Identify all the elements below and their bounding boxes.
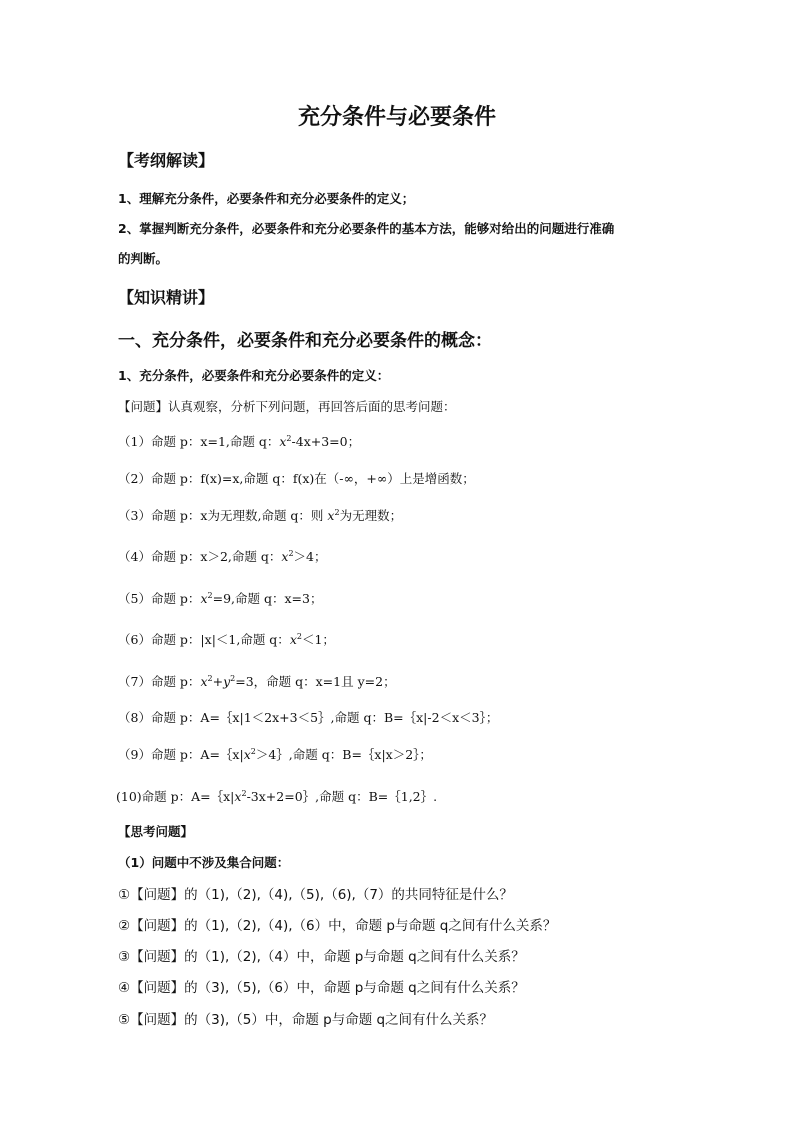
section-heading-syllabus: 【考纲解读】 [118,151,215,170]
think-question-5: ⑤【问题】的（3),（5）中，命题 p与命题 q之间有什么关系？ [118,1012,494,1028]
problem-6: （6）命题 p：|x|＜1,命题 q：$x^2<1$； [118,631,335,647]
problem-3: （3）命题 p：x为无理数,命题 q：则 $x^2$为无理数； [118,507,403,523]
think-question-4: ④【问题】的（3),（5),（6）中，命题 p与命题 q之间有什么关系？ [118,980,525,996]
problem-4: （4）命题 p：x＞2,命题 q：$x^2>4$； [118,548,327,564]
page-title: 充分条件与必要条件 [297,105,496,130]
subheading-concepts: 一、充分条件，必要条件和充分必要条件的概念： [118,331,492,351]
think-question-2: ②【问题】的（1),（2),（4),（6）中，命题 p与命题 q之间有什么关系？ [118,918,557,934]
think-question-3: ③【问题】的（1),（2),（4）中，命题 p与命题 q之间有什么关系？ [118,949,525,965]
think-question-1: ①【问题】的（1),（2),（4),（5),（6),（7）的共同特征是什么？ [118,887,513,903]
problem-1: （1）命题 p：x=1,命题 q：$x^2-4x+3=0$； [118,433,361,449]
problem-8: （8）命题 p：A=｛x|1＜2x+3＜5｝,命题 q：B=｛x|-2＜x＜3｝； [118,710,499,725]
think-heading: 【思考问题】 [118,824,194,839]
syllabus-item-1: 1、理解充分条件，必要条件和充分必要条件的定义； [118,191,415,206]
problem-7: （7）命题 p：$x^2+y^2=3$，命题 q：x=1且 y=2； [118,673,396,689]
problem-2: （2）命题 p：f(x)=x,命题 q：f(x)在（-∞，+∞）上是增函数； [118,471,475,486]
definition-heading: 1、充分条件，必要条件和充分必要条件的定义： [118,368,390,383]
syllabus-item-2: 2、掌握判断充分条件，必要条件和充分必要条件的基本方法，能够对给出的问题进行准确 [118,221,615,236]
syllabus-item-2-cont: 的判断。 [118,251,169,266]
section-heading-knowledge: 【知识精讲】 [118,288,215,307]
problem-10: (10)命题 p：$A=\{x|x^2-3x+2=0\}$,命题 q：B=｛1,2｝. [116,788,438,804]
problem-5: （5）命题 p：$x^2=9$,命题 q：x=3； [118,590,323,606]
problem-intro: 【问题】认真观察，分析下列问题，再回答后面的思考问题： [118,399,456,414]
think-subheading: （1）问题中不涉及集合问题： [118,855,290,870]
problem-9: （9）命题 p：$A=\{x|x^2>4\}$,命题 q：B=｛x|x＞2｝； [118,746,432,762]
